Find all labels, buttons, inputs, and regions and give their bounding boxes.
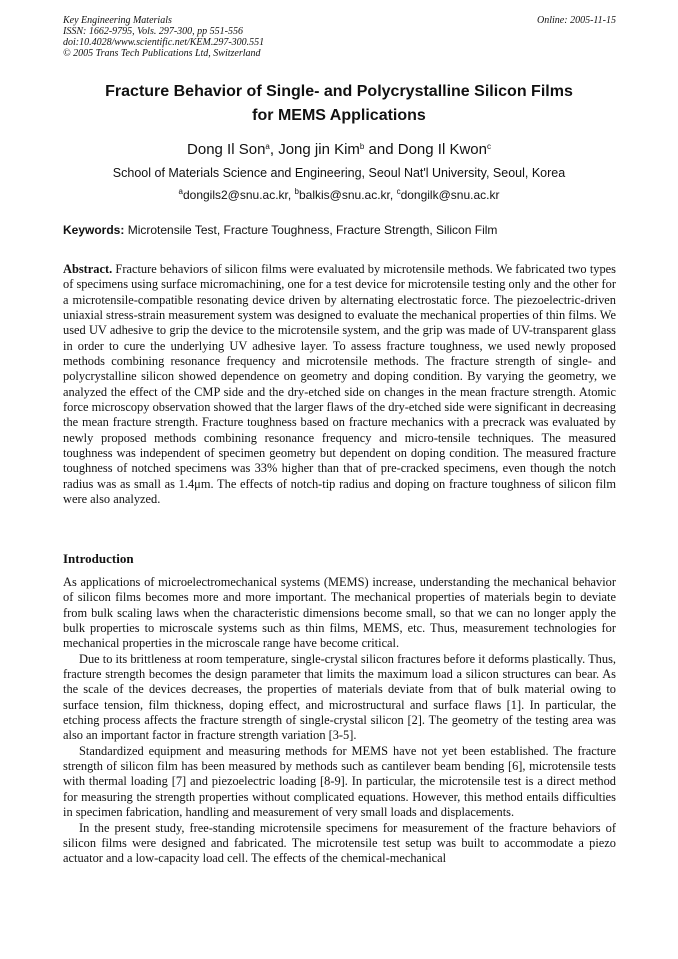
abstract <box>63 262 616 508</box>
affiliation: School of Materials Science and Engineering, Seoul Nat'l University, Seoul, Korea <box>112 166 566 180</box>
email-2[interactable]: balkis@snu.ac.kr <box>299 188 390 202</box>
author-3-mark: c <box>486 142 491 151</box>
introduction-body <box>63 575 616 867</box>
email-separator: , <box>389 188 397 202</box>
intro-paragraph-2: Due to its brittleness at room temperature, single-crystal silicon fractures before it deforms plastically. Thus, fracture strength becomes the design parameter that limits the maximum load a silicon structures can bear. As the scale of the devices decreases, the properties of materials deviate from that of bulk material owing to surface tension, film thickness, doping effect, and microstructural and surface flaws [1]. In particular, the etching process affects the fracture strength of single-crystal silicon [2]. The geometry of the testing area was also an important factor in fracture strength variation [3-5]. <box>63 651 616 743</box>
introduction-heading: Introduction <box>63 551 134 566</box>
email-list <box>40 187 638 203</box>
email-3[interactable]: dongilk@snu.ac.kr <box>400 188 500 202</box>
email-2-mark: b <box>294 187 299 196</box>
journal-header <box>63 15 616 59</box>
online-date: Online: 2005-11-15 <box>537 15 616 26</box>
abstract-text: Fracture behaviors of silicon films were evaluated by microtensile methods. We fabricated two types of specimens using surface micromachining, one for a test device for microtensile testing only and the other for a microtensile-compatible resonating device driven by alternating electrostatic force. The piezoelectric-driven uniaxial stress-strain measurement system was designed to evaluate the mechanical properties of thin films. We used UV adhesive to grip the device to the microtensile system, and the grip was made of UV-transparent glass in order to cure the underlying UV adhesive layer. To assess fracture toughness, we used newly proposed methods combining resonance frequency and microtensile methods. The fracture strength of single- and polycrystalline silicon showed dependence on geometry and doping condition. By varying the geometry, we analyzed the effect of the CMP side and the dry-etched side on changes in the mean fracture strength. Atomic force microscopy observation showed that the larger flaws of the dry-etched side were significant in decreasing the mean fracture strength. Fracture toughness based on fracture mechanics with a precrack was evaluated by newly proposed methods combining resonance frequency and micro-tensile techniques. The measured toughness was independent of specimen geometry but dependent on doping condition. The measured fracture toughness of notched specimens was 33% higher than that of pre-cracked specimens, even though the notch radius was as small as 1.4μm. The effects of notch-tip radius and doping on fracture toughness of silicon film were also analyzed. <box>63 262 616 507</box>
intro-paragraph-3: Standardized equipment and measuring methods for MEMS have not yet been established. The fracture strength of silicon film has been measured by methods such as cantilever beam bending [6], microtensile tests with thermal loading [7] and piezoelectric loading [8-9]. In particular, the microtensile test is a direct method for measuring the strength properties without complicated equations. However, this method entails difficulties in specimen fabrication, handling and measurement of very small loads and displacements. <box>63 743 616 820</box>
intro-paragraph-1: As applications of microelectromechanical systems (MEMS) increase, understanding the mechanical behavior of silicon films becomes more and more important. The mechanical properties of materials begin to deviate from bulk scaling laws when the characteristic dimensions become small, so that we can no longer apply the bulk properties to microscale systems such as thin films, MEMS, etc. Thus, measurement technologies for mechanical properties in the microscale range have become critical. <box>63 575 616 651</box>
email-separator: , <box>287 188 295 202</box>
journal-name: Key Engineering Materials <box>63 15 172 26</box>
intro-paragraph-4: In the present study, free-standing microtensile specimens for measurement of the fracture behaviors of silicon films were designed and fabricated. The microtensile test setup was built to accommodate a piezo actuator and a low-capacity load cell. The effects of the chemical-mechanical <box>63 820 616 866</box>
author-list <box>40 140 638 160</box>
copyright-line: © 2005 Trans Tech Publications Ltd, Switzerland <box>63 48 261 59</box>
author-separator: and <box>364 141 398 158</box>
author-3: Dong Il Kwon <box>397 141 487 158</box>
author-2-mark: b <box>359 142 365 151</box>
author-2: Jong jin Kim <box>278 141 360 158</box>
title-line-2: for MEMS Applications <box>252 107 426 124</box>
author-1: Dong Il Son <box>187 141 266 158</box>
email-3-mark: c <box>396 187 401 196</box>
abstract-label: Abstract. <box>63 262 113 276</box>
author-separator: , <box>269 141 279 158</box>
paper-title <box>40 80 638 128</box>
issn-line: ISSN: 1662-9795, Vols. 297-300, pp 551-556 <box>63 26 243 37</box>
keywords-label: Keywords: <box>63 223 125 237</box>
keywords <box>63 222 616 238</box>
email-1-mark: a <box>178 187 183 196</box>
doi-line: doi:10.4028/www.scientific.net/KEM.297-300.551 <box>63 37 265 48</box>
author-1-mark: a <box>265 142 270 151</box>
email-1[interactable]: dongils2@snu.ac.kr <box>182 188 288 202</box>
keywords-text: Microtensile Test, Fracture Toughness, Fracture Strength, Silicon Film <box>124 223 498 237</box>
title-line-1: Fracture Behavior of Single- and Polycrystalline Silicon Films <box>105 83 573 100</box>
